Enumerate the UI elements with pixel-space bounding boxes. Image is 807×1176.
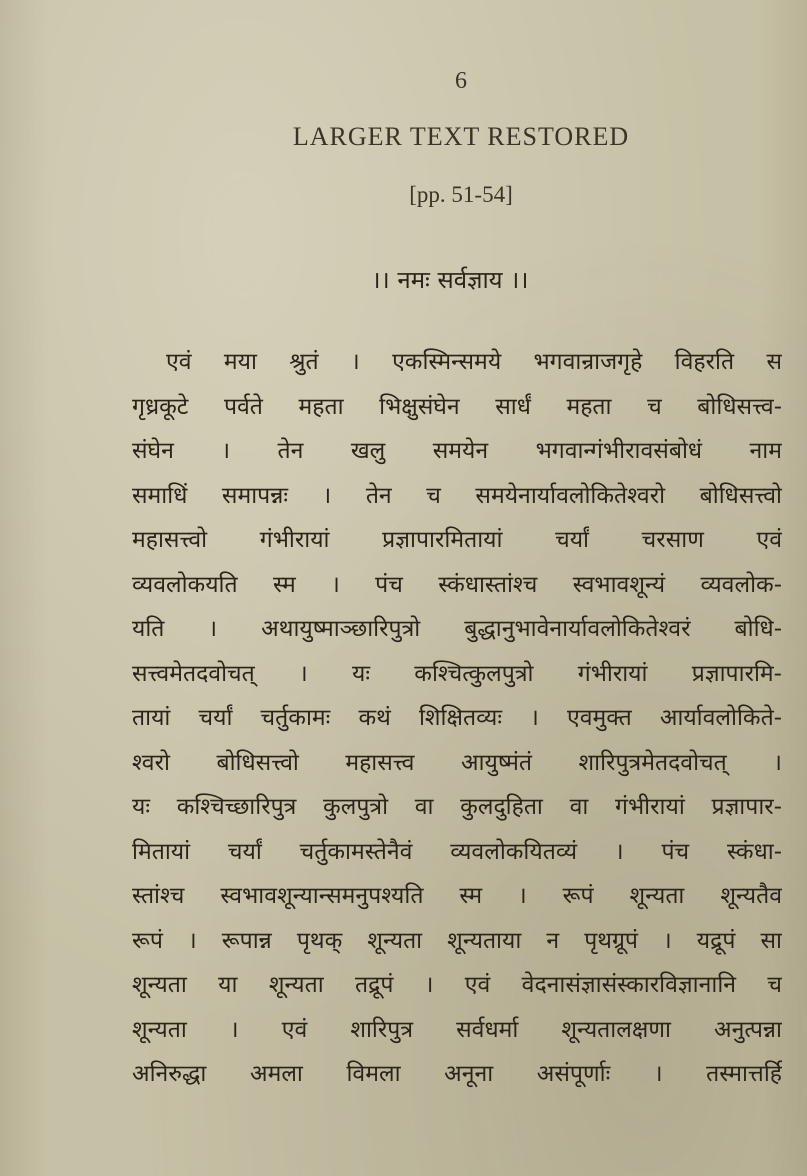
page-number: 6 — [455, 68, 467, 94]
text-line: अनिरुद्धा अमला विमला अनूना असंपूर्णाः । तस्मात्तर्हि — [132, 1061, 782, 1087]
text-line: तायां चर्यां चर्तुकामः कथं शिक्षितव्यः । एवमुक्त आर्यावलोकिते- — [132, 705, 782, 731]
text-line: एवं मया श्रुतं । एकस्मिन्समये भगवान्राजगृहे विहरति स — [166, 349, 782, 375]
text-line: श्वरो बोधिसत्त्वो महासत्त्व आयुष्मंतं शारिपुत्रमेतदवोचत् । — [132, 749, 782, 776]
text-line: सत्त्वमेतदवोचत् । यः कश्चित्कुलपुत्रो गंभीरायां प्रज्ञापारमि- — [132, 660, 782, 687]
text-line: मितायां चर्यां चर्तुकामस्तेनैवं व्यवलोकयितव्यं । पंच स्कंधा- — [132, 838, 782, 865]
text-line: शून्यता । एवं शारिपुत्र सर्वधर्मा शून्यतालक्षणा अनुत्पन्ना — [132, 1016, 782, 1043]
text-line: समाधिं समापन्नः । तेन च समयेनार्यावलोकितेश्वरो बोधिसत्त्वो — [132, 482, 782, 509]
text-line: रूपं । रूपान्न पृथक् शून्यता शून्यताया न पृथग्रूपं । यद्रूपं सा — [132, 927, 782, 954]
invocation-heading: ।। नमः सर्वज्ञाय ।। — [371, 266, 529, 294]
text-line: गृध्रकूटे पर्वते महता भिक्षुसंघेन सार्धं महता च बोधिसत्त्व- — [132, 393, 782, 420]
body-text — [132, 340, 782, 1097]
text-line: यः कश्चिच्छारिपुत्र कुलपुत्रो वा कुलदुहिता वा गंभीरायां प्रज्ञापार- — [132, 794, 782, 820]
page-reference: [pp. 51-54] — [409, 182, 513, 207]
text-line: महासत्त्वो गंभीरायां प्रज्ञापारमितायां चर्यां चरसाण एवं — [132, 527, 782, 553]
text-line: संघेन । तेन खलु समयेन भगवान्गंभीरावसंबोधं नाम — [132, 438, 782, 464]
text-line: स्तांश्च स्वभावशून्यान्समनुपश्यति स्म । रूपं शून्यता शून्यतैव — [132, 883, 782, 909]
text-line: यति । अथायुष्माञ्छारिपुत्रो बुद्धानुभावेनार्यावलोकितेश्वरं बोधि- — [132, 616, 782, 642]
chapter-title: LARGER TEXT RESTORED — [292, 122, 630, 151]
text-line: व्यवलोकयति स्म । पंच स्कंधास्तांश्च स्वभावशून्यं व्यवलोक- — [132, 571, 782, 598]
text-line: शून्यता या शून्यता तद्रूपं । एवं वेदनासंज्ञासंस्कारविज्ञानानि च — [132, 972, 782, 998]
